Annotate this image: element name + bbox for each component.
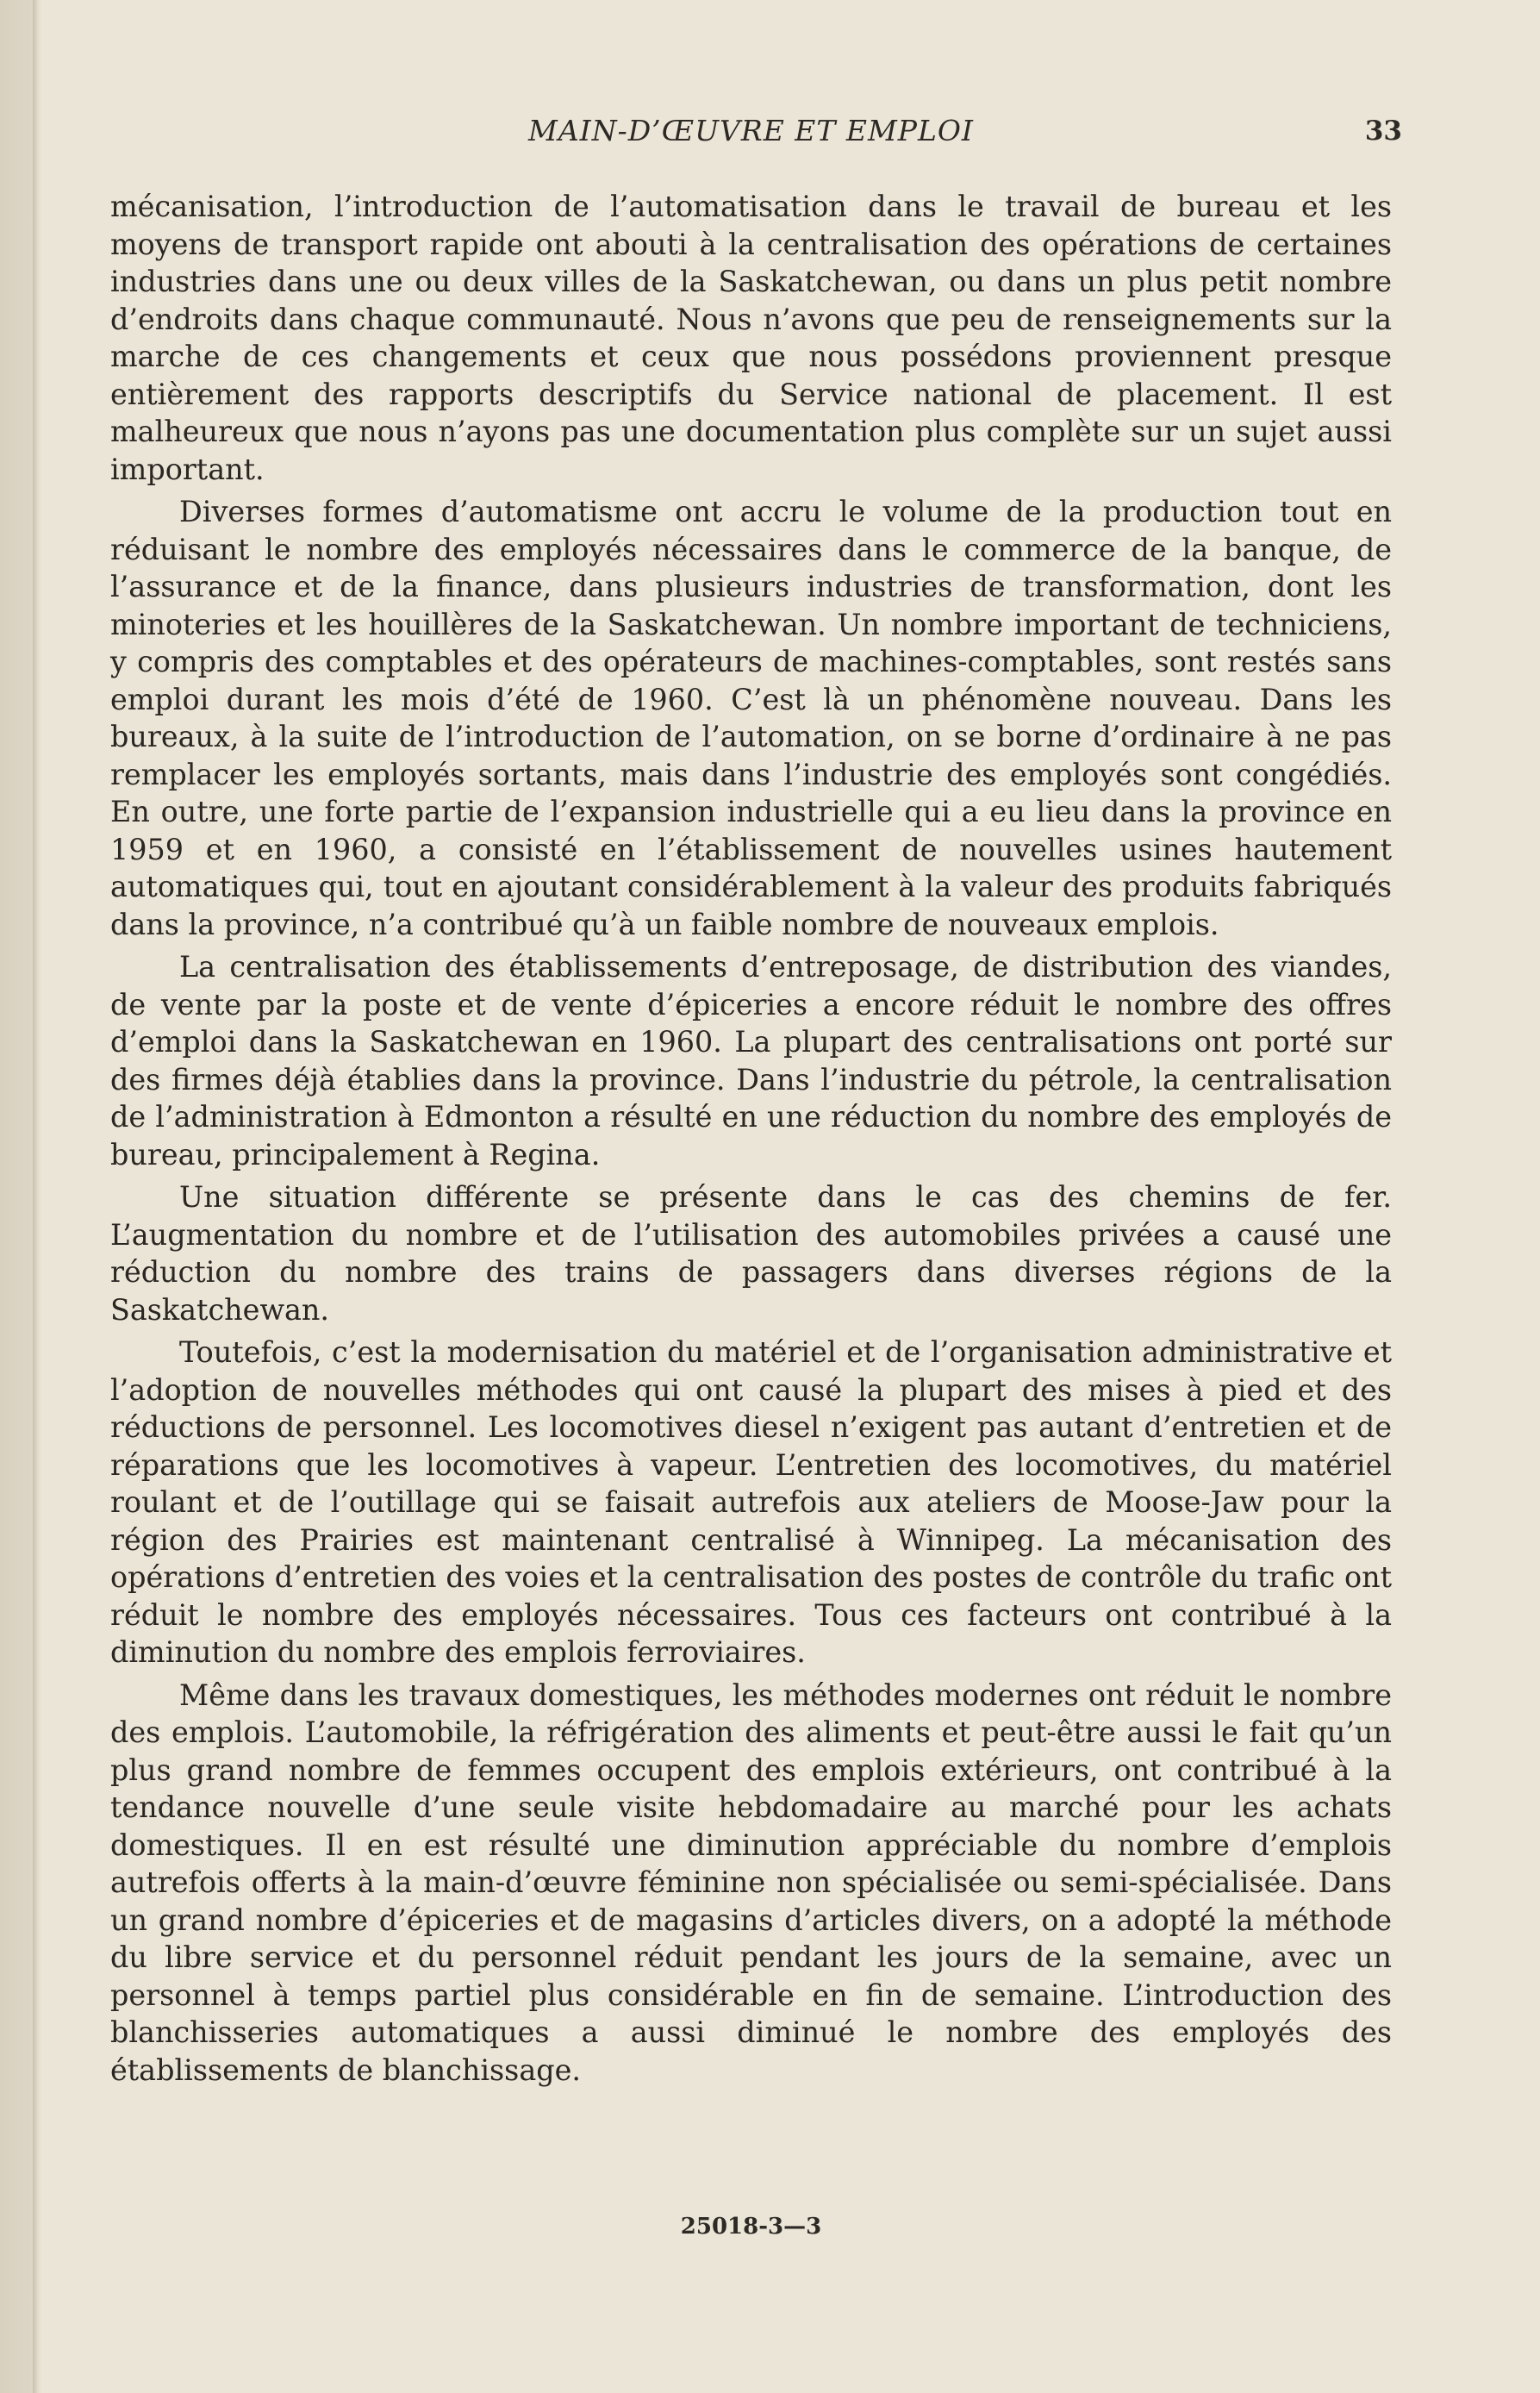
paragraph-2: Diverses formes d’automatisme ont accru le volume de la production tout en réduisant le nombre des employés nécessaires dans le commerce de la banque, de l’assurance et de la finance, dans plusieurs industries de transformation, dont les minoteries et les houillères de la Saskatchewan. Un nombre important de techniciens, y compris des comptables et des opérateurs de machines-comptables, sont restés sans emploi durant les mois d’été de 1960. C’est là un phénomène nouveau. Dans les bureaux, à la suite de l’introduction de l’automation, on se borne d’ordinaire à ne pas remplacer les employés sortants, mais dans l’industrie des employés sont congédiés. En outre, une forte partie de l’expansion industrielle qui a eu lieu dans la province en 1959 et en 1960, a consisté en l’établissement de nouvelles usines hautement automatiques qui, tout en ajoutant considérablement à la valeur des produits fabriqués dans la province, n’a contribué qu’à un faible nombre de nouveaux emplois. bbox=[110, 495, 1392, 941]
running-title: MAIN-D’ŒUVRE ET EMPLOI bbox=[528, 114, 974, 147]
paragraph-1: mécanisation, l’introduction de l’automatisation dans le travail de bureau et les moyens de transport rapide ont abouti à la centralisation des opérations de certaines industries dans une ou deux villes de la Saskatchewan, ou dans un plus petit nombre d’endroits dans chaque communauté. Nous n’avons que peu de renseignements sur la marche de ces changements et ceux que nous possédons proviennent presque entièrement des rapports descriptifs du Service national de placement. Il est malheureux que nous n’ayons pas une documentation plus complète sur un sujet aussi important. bbox=[110, 190, 1392, 486]
paragraph-3: La centralisation des établissements d’entreposage, de distribution des viandes, de vente par la poste et de vente d’épiceries a encore réduit le nombre des offres d’emploi dans la Saskatchewan en 1960. La plupart des centralisations ont porté sur des firmes déjà établies dans la province. Dans l’industrie du pétrole, la centralisation de l’administration à Edmonton a résulté en une réduction du nombre des employés de bureau, principalement à Regina. bbox=[110, 950, 1392, 1172]
footer-code: 25018-3—3 bbox=[680, 2214, 822, 2240]
body-text bbox=[110, 188, 1392, 2089]
page-gutter bbox=[0, 0, 34, 2393]
document-page bbox=[110, 103, 1402, 2240]
paragraph-5: Toutefois, c’est la modernisation du matériel et de l’organisation administrative et l’adoption de nouvelles méthodes qui ont causé la plupart des mises à pied et des réductions de personnel. Les locomotives diesel n’exigent pas autant d’entretien et de réparations que les locomotives à vapeur. L’entretien des locomotives, du matériel roulant et de l’outillage qui se faisait autrefois aux ateliers de Moose-Jaw pour la région des Prairies est maintenant centralisé à Winnipeg. La mécanisation des opérations d’entretien des voies et la centralisation des postes de contrôle du trafic ont réduit le nombre des employés nécessaires. Tous ces facteurs ont contribué à la diminution du nombre des emplois ferroviaires. bbox=[110, 1335, 1392, 1669]
page-edge bbox=[33, 0, 41, 2393]
page-header bbox=[110, 103, 1402, 155]
paragraph-4: Une situation différente se présente dans le cas des chemins de fer. L’augmentation du nombre et de l’utilisation des automobiles privées a causé une réduction du nombre des trains de passagers dans diverses régions de la Saskatchewan. bbox=[110, 1180, 1392, 1327]
paragraph-6: Même dans les travaux domestiques, les méthodes modernes ont réduit le nombre des emplois. L’automobile, la réfrigération des aliments et peut-être aussi le fait qu’un plus grand nombre de femmes occupent des emplois extérieurs, ont contribué à la tendance nouvelle d’une seule visite hebdomadaire au marché pour les achats domestiques. Il en est résulté une diminution appréciable du nombre d’emplois autrefois offerts à la main-d’œuvre féminine non spécialisée ou semi-spécialisée. Dans un grand nombre d’épiceries et de magasins d’articles divers, on a adopté la méthode du libre service et du personnel réduit pendant les jours de la semaine, avec un personnel à temps partiel plus considérable en fin de semaine. L’introduction des blanchisseries automatiques a aussi diminué le nombre des employés des établissements de blanchissage. bbox=[110, 1678, 1392, 2087]
page-number: 33 bbox=[1364, 116, 1402, 147]
